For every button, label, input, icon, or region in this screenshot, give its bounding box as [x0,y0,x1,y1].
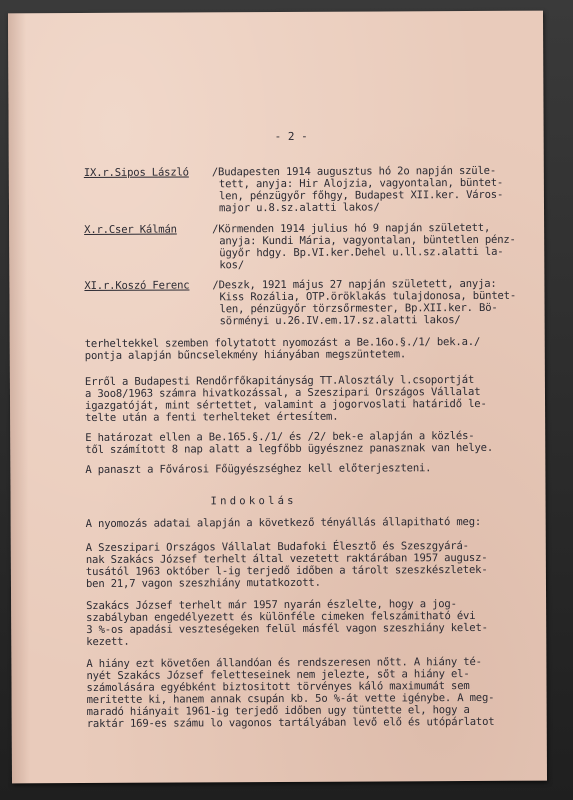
body-line: A hiány ezt követően állandóan és rendszeresen nőtt. A hiány té- [86,655,482,671]
body-line: terheltekkel szemben folytatott nyomozást a Be.16o.§./1/ bek.a./ [84,335,481,351]
body-line: A Szeszipari Országos Vállalat Budafoki Élesztő és Szeszgyárá- [85,540,469,555]
body-line: A panaszt a Fővárosi Főügyészséghez kell előterjeszteni. [85,462,432,477]
body-line: meritette ki, hanem annak csupán kb. 5o %-át vette igénybe. A meg- [86,691,495,707]
person-detail-line: kos/ [219,259,245,272]
person-detail-line: Kiss Rozália, OTP.öröklakás tulajdonosa, büntet- [219,289,517,304]
body-line: telte után a fenti terhelteket értesítem. [85,410,339,425]
body-line: raktár 169-es számu lo vagonos tartályában levő elő és utópárlatot [86,715,495,731]
body-line: pontja alapján bűncselekmény hiányában megszüntetem. [84,348,407,363]
person-detail-line: major u.8.sz.alatti lakos/ [218,201,380,215]
body-line: maradó hiányait 1961-ig terjedő időben ugy tüntette el, hogy a [86,703,470,719]
body-line: nyét Szakács József feletteseinek nem jelezte, sőt a hiány el- [86,667,470,683]
page-number: - 2 - [274,129,308,144]
body-line: a 3oo8/1963 számra hivatkozással, a Szeszipari Országos Vállalat [84,385,481,401]
body-line: tusától 1963 október l-ig terjedő időben a tárolt szeszkészletek- [85,563,488,579]
body-line: A nyomozás adatai alapján a következő tényállás állapitható meg: [85,515,482,531]
section-heading: Indokolás [210,494,297,508]
document-page [8,11,547,784]
person-detail-line: len, pénzügyőr főhgy, Budapest XII.ker. Város- [218,188,504,203]
person-detail-line: /Körmenden 1914 julius hó 9 napján született, [212,221,491,236]
person-detail-line: /Budapesten 1914 augusztus hó 2o napján szüle- [211,164,497,179]
person-name: IX.r.Sipos László [83,166,189,180]
body-line: igazgatóját, mint sértettet, valamint a jogorvoslati határidő le- [85,397,487,413]
person-detail-line: tett, anyja: Hir Alojzia, vagyontalan, büntet- [218,176,504,191]
person-detail-line: /Deszk, 1921 május 27 napján született, anyja: [212,277,497,292]
body-line: Erről a Budapesti Rendőrfőkapitányság TT.Alosztály l.csoportját [84,373,475,389]
body-line: től számított 8 nap alatt a legfőbb ügyésznez panasznak van helye. [85,441,494,457]
person-detail-line: len, pénzügyőr törzsőrmester, Bp.XII.ker. Bö- [219,301,498,316]
body-line: E határozat ellen a Be.165.§./1/ és /2/ bek-e alapján a közlés- [85,429,475,445]
body-line: ben 21,7 vagon szeszhiány mutatkozott. [85,576,321,591]
person-detail-line: ügyőr hdgy. Bp.VI.ker.Dehel u.ll.sz.alatti la- [219,245,504,260]
body-line: szabályban engedélyezett és különféle cimeken felszámitható évi [86,609,476,625]
person-detail-line: sörményi u.26.IV.em.17.sz.alatti lakos/ [219,314,461,328]
person-name: XI.r.Koszó Ferenc [84,279,190,293]
paper-fold-shadow [8,13,30,783]
person-name: X.r.Cser Kálmán [84,223,177,237]
body-line: nak Szakács József terhelt által vezetett raktárában 1957 augusz- [85,551,488,567]
body-line: Szakács József terhelt már 1957 nyarán észlelte, hogy a jog- [86,598,457,613]
body-line: 3 %-os apadási veszteségeken felül másfél vagon szeszhiány kelet- [86,621,488,637]
body-line: számolására egyébként biztositott törvényes káló maximumát sem [86,679,470,695]
body-line: kezett. [86,635,130,649]
person-detail-line: anyja: Kundi Mária, vagyontalan, büntetlen pénz- [219,233,516,248]
